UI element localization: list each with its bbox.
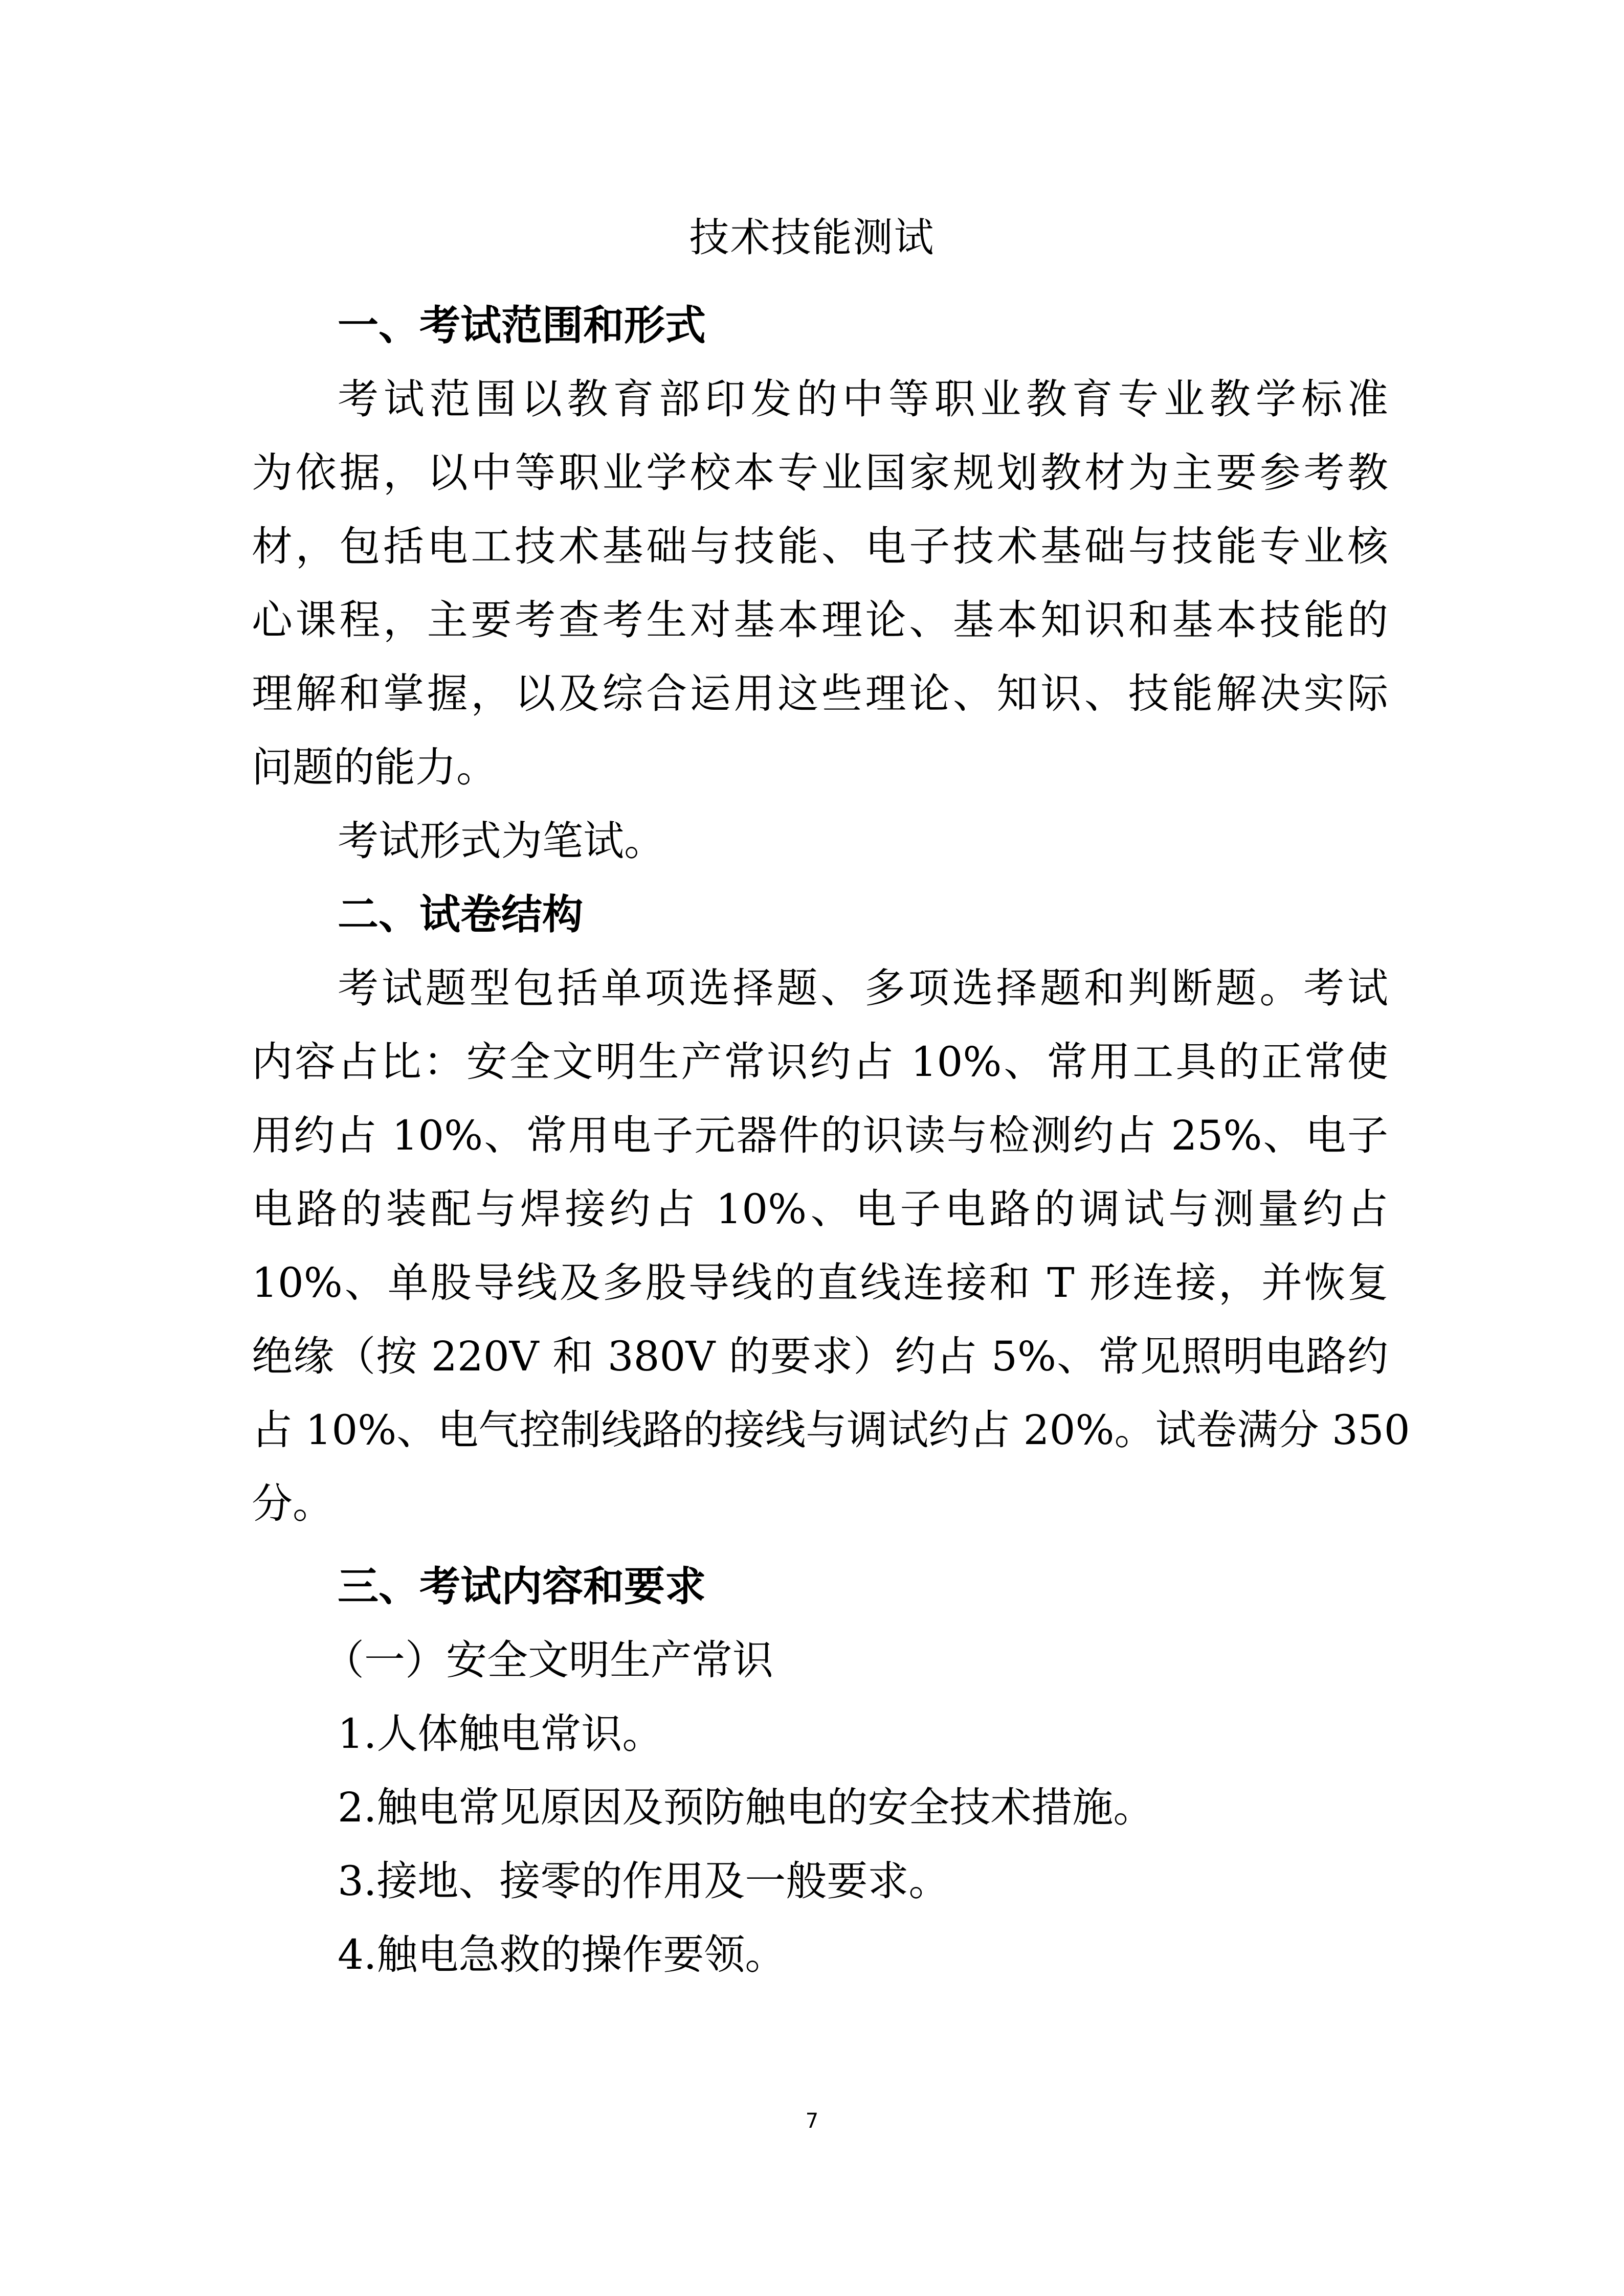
document-body — [252, 289, 1410, 1992]
paragraph-line: 问题的能力。 — [252, 744, 497, 791]
paragraph-line: 内容占比：安全文明生产常识约占 10%、常用工具的正常使 — [252, 1038, 1388, 1086]
list-item: 3.接地、接零的作用及一般要求。 — [338, 1857, 950, 1905]
paragraph-line: 占 10%、电气控制线路的接线与调试约占 20%。试卷满分 350 — [252, 1406, 1410, 1454]
paragraph-line: 理解和掌握，以及综合运用这些理论、知识、技能解决实际 — [252, 670, 1388, 717]
paragraph-line: 为依据，以中等职业学校本专业国家规划教材为主要参考教 — [252, 449, 1388, 497]
paragraph-exam-form: 考试形式为笔试。 — [338, 817, 665, 865]
list-item: 4.触电急救的操作要领。 — [338, 1931, 786, 1978]
paragraph-line: 用约占 10%、常用电子元器件的识读与检测约占 25%、电子 — [252, 1112, 1388, 1159]
page-number: 7 — [805, 2109, 819, 2133]
subsection-heading-safety: （一）安全文明生产常识 — [323, 1636, 773, 1684]
paragraph-line: 分。 — [252, 1480, 333, 1527]
paragraph-line: 考试范围以教育部印发的中等职业教育专业教学标准 — [338, 375, 1388, 423]
spacer — [252, 1541, 1388, 1550]
paragraph-scope — [252, 363, 1388, 804]
content-item-list — [252, 1697, 1388, 1992]
list-item: 2.触电常见原因及预防触电的安全技术措施。 — [338, 1784, 1154, 1831]
paragraph-line: 心课程，主要考查考生对基本理论、基本知识和基本技能的 — [252, 596, 1388, 644]
paragraph-line: 绝缘（按 220V 和 380V 的要求）约占 5%、常见照明电路约 — [252, 1333, 1388, 1380]
paragraph-line: 10%、单股导线及多股导线的直线连接和 T 形连接，并恢复 — [252, 1259, 1388, 1307]
paragraph-line: 考试题型包括单项选择题、多项选择题和判断题。考试 — [338, 964, 1388, 1012]
section-heading-content: 三、考试内容和要求 — [338, 1563, 706, 1610]
paragraph-structure — [252, 952, 1410, 1541]
section-heading-scope: 一、考试范围和形式 — [338, 302, 706, 349]
document-title: 技术技能测试 — [689, 215, 935, 261]
list-item: 1.人体触电常识。 — [338, 1710, 663, 1758]
section-heading-structure: 二、试卷结构 — [338, 891, 583, 938]
paragraph-line: 电路的装配与焊接约占 10%、电子电路的调试与测量约占 — [252, 1185, 1388, 1233]
paragraph-line: 材，包括电工技术基础与技能、电子技术基础与技能专业核 — [252, 523, 1388, 570]
